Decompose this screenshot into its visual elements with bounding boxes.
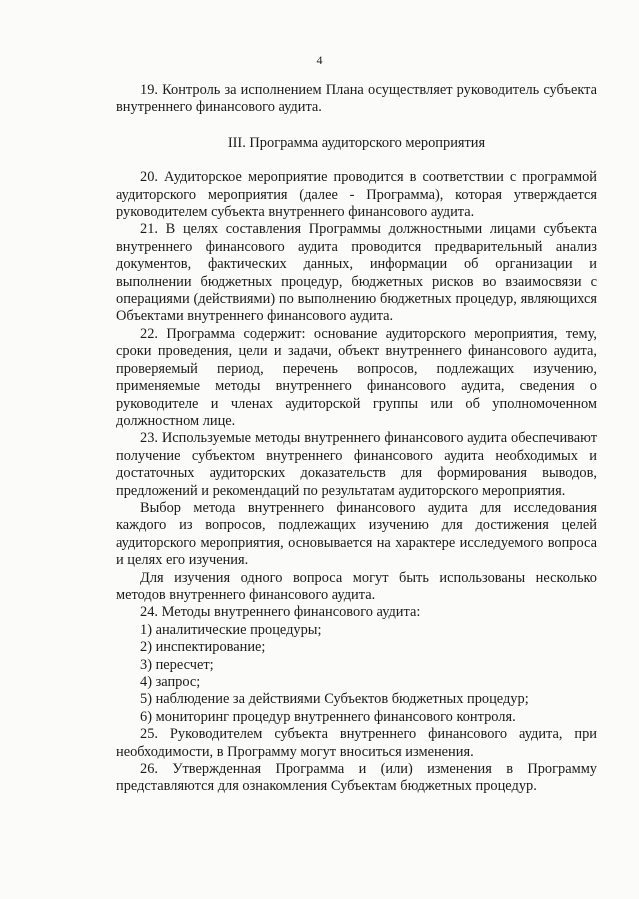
list-item-method-3: 3) пересчет; (140, 656, 214, 673)
list-item-method-4: 4) запрос; (140, 674, 201, 690)
paragraph-24: 24. Методы внутреннего финансового аудита: (140, 604, 421, 621)
paragraph-26: 26. Утвержденная Программа и (или) изменения в Программу представляются для ознакомления Субъектам бюджетных процедур. (116, 761, 597, 795)
paragraph-20: 20. Аудиторское мероприятие проводится в соответствии с программой аудиторского мероприятия (далее - Программа), которая утверждается руководителем субъекта внутреннего финансового аудита. (116, 169, 597, 221)
list-item-method-6: 6) мониторинг процедур внутреннего финансового контроля. (140, 708, 516, 725)
list-item-method-1: 1) аналитические процедуры; (140, 621, 322, 638)
paragraph-23: 23. Используемые методы внутреннего финансового аудита обеспечивают получение субъектом внутреннего финансового аудита необходимых и достаточных аудиторских доказательств для формирования выводов, предложений и рекомендаций по результатам аудиторского мероприятия. (116, 430, 597, 499)
list-item-method-2: 2) инспектирование; (140, 639, 266, 656)
paragraph-19: 19. Контроль за исполнением Плана осуществляет руководитель субъекта внутреннего финансового аудита. (116, 82, 597, 116)
paragraph-21: 21. В целях составления Программы должностными лицами субъекта внутреннего финансового аудита проводится предварительный анализ документов, фактических данных, информации об организации и выполнении бюджетных процедур, бюджетных рисков во взаимосвязи с операциями (действиями) по выполнению бюджетных процедур, являющихся Объектами внутреннего финансового аудита. (116, 221, 597, 325)
paragraph-25: 25. Руководителем субъекта внутреннего финансового аудита, при необходимости, в Программу могут вноситься изменения. (116, 726, 597, 760)
document-body (116, 82, 597, 796)
list-item-method-5: 5) наблюдение за действиями Субъектов бюджетных процедур; (140, 691, 529, 708)
paragraph-22: 22. Программа содержит: основание аудиторского мероприятия, тему, сроки проведения, цели и задачи, объект внутреннего финансового аудита, проверяемый период, перечень вопросов, подлежащих изучению, применяемые методы внутреннего финансового аудита, сведения о руководителе и членах аудиторской группы или об уполномоченном должностном лице. (116, 325, 597, 429)
paragraph-23-multiple-methods: Для изучения одного вопроса могут быть использованы несколько методов внутреннего финансового аудита. (116, 569, 597, 603)
page-number: 4 (316, 53, 323, 67)
paragraph-23-method-choice: Выбор метода внутреннего финансового аудита для исследования каждого из вопросов, подлежащих изучению для достижения целей аудиторского мероприятия, основывается на характере исследуемого вопроса и целях его изучения. (116, 499, 597, 569)
section-heading: III. Программа аудиторского мероприятия (227, 134, 486, 151)
